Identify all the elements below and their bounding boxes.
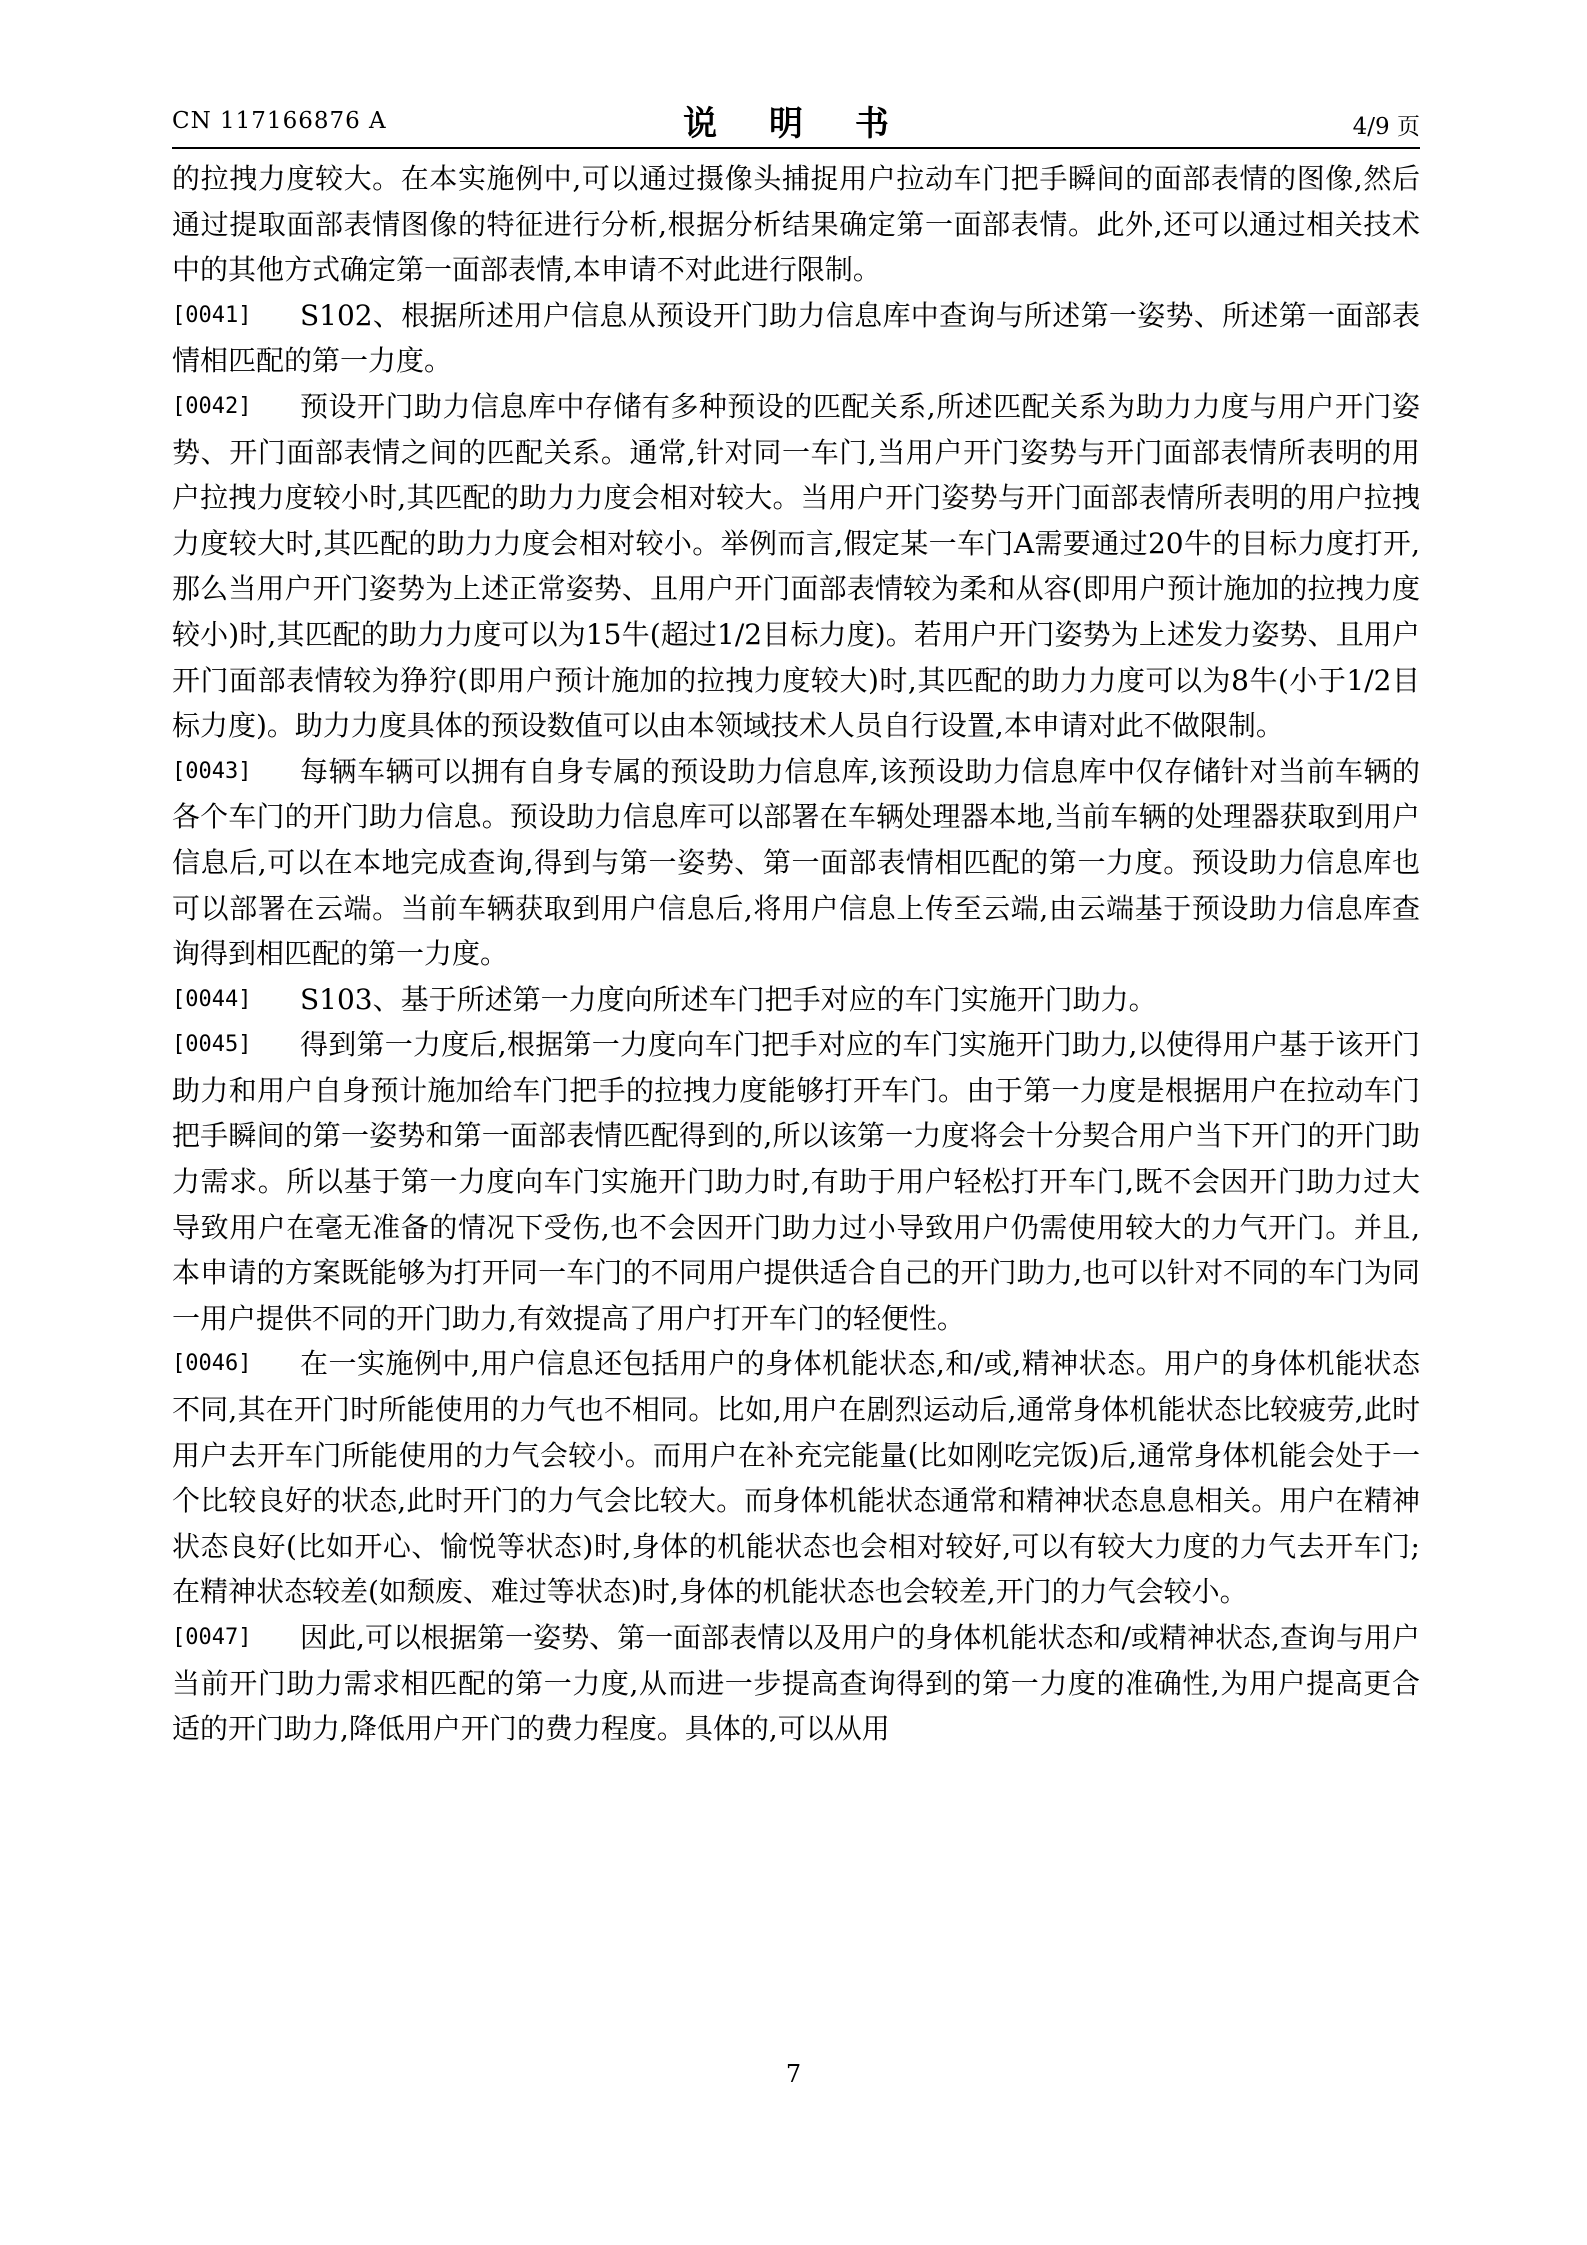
paragraph-continued (172, 156, 1420, 293)
publication-number: CN 117166876 A (172, 108, 387, 134)
paragraph-0042 (172, 384, 1420, 749)
paragraph-0044 (172, 977, 1420, 1023)
paragraph-number: [0047] (172, 1625, 252, 1650)
page-number: 7 (785, 2060, 802, 2088)
paragraph-number: [0043] (172, 758, 252, 784)
paragraph-text: 每辆车辆可以拥有自身专属的预设助力信息库,该预设助力信息库中仅存储针对当前车辆的各个车门的开门助力信息。预设助力信息库可以部署在车辆处理器本地,当前车辆的处理器获取到用户信息后,可以在本地完成查询,得到与第一姿势、第一面部表情相匹配的第一力度。预设助力信息库也可以部署在云端。当前车辆获取到用户信息后,将用户信息上传至云端,由云端基于预设助力信息库查询得到相匹配的第一力度。 (172, 754, 1420, 971)
paragraph-0047 (172, 1615, 1420, 1752)
paragraph-0043 (172, 749, 1420, 977)
paragraph-text: 因此,可以根据第一姿势、第一面部表情以及用户的身体机能状态和/或精神状态,查询与用户当前开门助力需求相匹配的第一力度,从而进一步提高查询得到的第一力度的准确性,为用户提高更合适的开门助力,降低用户开门的费力程度。具体的,可以从用 (172, 1621, 1420, 1746)
description-body (172, 156, 1420, 1752)
paragraph-text: 在一实施例中,用户信息还包括用户的身体机能状态,和/或,精神状态。用户的身体机能状态不同,其在开门时所能使用的力气也不相同。比如,用户在剧烈运动后,通常身体机能状态比较疲劳,此时用户去开车门所能使用的力气会较小。而用户在补充完能量(比如刚吃完饭)后,通常身体机能会处于一个比较良好的状态,此时开门的力气会比较大。而身体机能状态通常和精神状态息息相关。用户在精神状态良好(比如开心、愉悦等状态)时,身体的机能状态也会相对较好,可以有较大力度的力气去开车门;在精神状态较差(如颓废、难过等状态)时,身体的机能状态也会较差,开门的力气会较小。 (172, 1347, 1420, 1609)
paragraph-number: [0041] (172, 302, 252, 328)
page-indicator: 4/9 页 (1352, 114, 1420, 140)
paragraph-text: S103、基于所述第一力度向所述车门把手对应的车门实施开门助力。 (300, 982, 1157, 1016)
paragraph-text: S102、根据所述用户信息从预设开门助力信息库中查询与所述第一姿势、所述第一面部表情相匹配的第一力度。 (172, 298, 1420, 378)
paragraph-number: [0046] (172, 1351, 252, 1377)
header-divider (172, 147, 1420, 149)
paragraph-0046 (172, 1341, 1420, 1615)
paragraph-0041 (172, 293, 1420, 384)
page-header (172, 96, 1420, 144)
paragraph-number: [0045] (172, 1032, 252, 1058)
paragraph-text: 的拉拽力度较大。在本实施例中,可以通过摄像头捕捉用户拉动车门把手瞬间的面部表情的图像,然后通过提取面部表情图像的特征进行分析,根据分析结果确定第一面部表情。此外,还可以通过相关技术中的其他方式确定第一面部表情,本申请不对此进行限制。 (172, 162, 1420, 287)
paragraph-0045 (172, 1022, 1420, 1341)
paragraph-number: [0042] (172, 393, 252, 419)
document-title: 说 明 书 (683, 104, 909, 144)
paragraph-number: [0044] (172, 986, 252, 1012)
paragraph-text: 得到第一力度后,根据第一力度向车门把手对应的车门实施开门助力,以使得用户基于该开门助力和用户自身预计施加给车门把手的拉拽力度能够打开车门。由于第一力度是根据用户在拉动车门把手瞬间的第一姿势和第一面部表情匹配得到的,所以该第一力度将会十分契合用户当下开门的开门助力需求。所以基于第一力度向车门实施开门助力时,有助于用户轻松打开车门,既不会因开门助力过大导致用户在毫无准备的情况下受伤,也不会因开门助力过小导致用户仍需使用较大的力气开门。并且,本申请的方案既能够为打开同一车门的不同用户提供适合自己的开门助力,也可以针对不同的车门为同一用户提供不同的开门助力,有效提高了用户打开车门的轻便性。 (172, 1028, 1420, 1335)
paragraph-text: 预设开门助力信息库中存储有多种预设的匹配关系,所述匹配关系为助力力度与用户开门姿势、开门面部表情之间的匹配关系。通常,针对同一车门,当用户开门姿势与开门面部表情所表明的用户拉拽力度较小时,其匹配的助力力度会相对较大。当用户开门姿势与开门面部表情所表明的用户拉拽力度较大时,其匹配的助力力度会相对较小。举例而言,假定某一车门A需要通过20牛的目标力度打开,那么当用户开门姿势为上述正常姿势、且用户开门面部表情较为柔和从容(即用户预计施加的拉拽力度较小)时,其匹配的助力力度可以为15牛(超过1/2目标力度)。若用户开门姿势为上述发力姿势、且用户开门面部表情较为狰狞(即用户预计施加的拉拽力度较大)时,其匹配的助力力度可以为8牛(小于1/2目标力度)。助力力度具体的预设数值可以由本领域技术人员自行设置,本申请对此不做限制。 (172, 389, 1420, 743)
